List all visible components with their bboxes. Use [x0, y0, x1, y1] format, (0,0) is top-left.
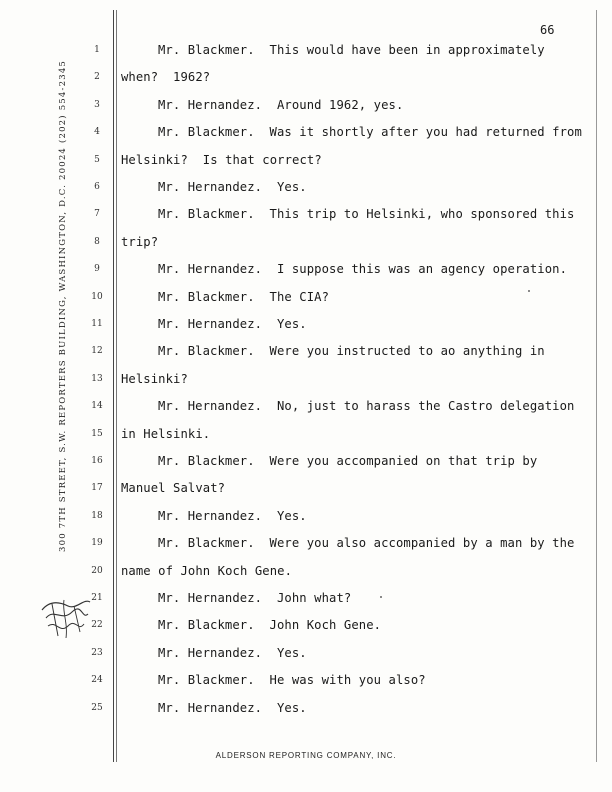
transcript-line: Mr. Hernandez. Yes. — [158, 700, 307, 715]
transcript-line: Mr. Hernandez. Yes. — [158, 508, 307, 523]
transcript-line: Mr. Blackmer. John Koch Gene. — [158, 618, 382, 633]
line-number: 14 — [91, 401, 103, 412]
transcript-line: Mr. Blackmer. This would have been in approximately — [158, 43, 545, 57]
line-number: 21 — [91, 593, 103, 603]
line-number: 16 — [91, 456, 103, 466]
line-number: 2 — [94, 72, 100, 83]
transcript-line: Mr. Blackmer. Were you accompanied on that trip by — [158, 454, 538, 468]
line-number: 5 — [94, 154, 100, 165]
line-number: 9 — [94, 264, 100, 275]
line-number: 8 — [94, 236, 100, 247]
line-number: 25 — [91, 702, 103, 713]
line-number: 23 — [91, 647, 103, 658]
transcript-line: Mr. Hernandez. Around 1962, yes. — [158, 97, 404, 112]
transcript-line: Mr. Blackmer. Were you also accompanied by a man by the — [158, 536, 575, 551]
transcript-line: Manuel Salvat? — [121, 481, 226, 496]
reporting-company-footer: ALDERSON REPORTING COMPANY, INC. — [215, 751, 397, 760]
line-number: 13 — [91, 373, 103, 384]
left-margin-rule — [113, 10, 114, 762]
transcript-line: Mr. Hernandez. John what? — [158, 591, 352, 605]
line-number: 24 — [91, 675, 103, 686]
line-number: 1 — [94, 45, 100, 55]
page-number: 66 — [540, 23, 555, 37]
transcript-line: Mr. Hernandez. Yes. — [158, 317, 307, 331]
transcript-line: Mr. Hernandez. No, just to harass the Castro delegation — [158, 399, 575, 414]
transcript-line: Mr. Hernandez. Yes. — [158, 645, 307, 660]
speck — [380, 596, 382, 598]
line-number: 11 — [91, 319, 103, 329]
line-number: 22 — [91, 620, 103, 631]
transcript-line: Mr. Hernandez. I suppose this was an agency operation. — [158, 262, 568, 277]
transcript-line: Helsinki? — [121, 371, 188, 386]
line-number: 7 — [94, 209, 100, 220]
transcript-line: Mr. Blackmer. He was with you also? — [158, 673, 426, 688]
line-number: 18 — [91, 510, 103, 521]
transcript-line: Mr. Blackmer. This trip to Helsinki, who sponsored this — [158, 207, 575, 222]
line-number: 3 — [94, 99, 100, 110]
transcript-line: Mr. Blackmer. Were you instructed to ao anything in — [158, 344, 545, 359]
line-number: 6 — [94, 182, 100, 192]
right-margin-rule — [596, 10, 597, 762]
line-number: 19 — [91, 538, 103, 549]
left-margin-rule-inner — [116, 10, 117, 762]
transcript-line: name of John Koch Gene. — [121, 563, 293, 578]
handwritten-scribble — [38, 592, 94, 644]
transcript-line: Mr. Blackmer. Was it shortly after you had returned from — [158, 125, 582, 140]
transcript-line: trip? — [121, 234, 159, 249]
line-number: 4 — [94, 127, 100, 138]
reporter-address-sidebar: 300 7TH STREET, S.W. REPORTERS BUILDING, WASHINGTON, D.C. 20024 (202) 554-2345 — [58, 59, 68, 552]
transcript-line: Mr. Hernandez. Yes. — [158, 180, 307, 194]
line-number: 10 — [91, 291, 103, 302]
line-number: 12 — [91, 346, 103, 357]
line-number: 15 — [91, 428, 103, 439]
line-number: 17 — [91, 483, 103, 494]
transcript-line: Helsinki? Is that correct? — [121, 152, 322, 167]
transcript-line: Mr. Blackmer. The CIA? — [158, 289, 330, 304]
speck — [528, 290, 530, 292]
transcript-line: when? 1962? — [121, 70, 211, 85]
transcript-line: in Helsinki. — [121, 426, 211, 441]
line-number: 20 — [91, 565, 103, 576]
